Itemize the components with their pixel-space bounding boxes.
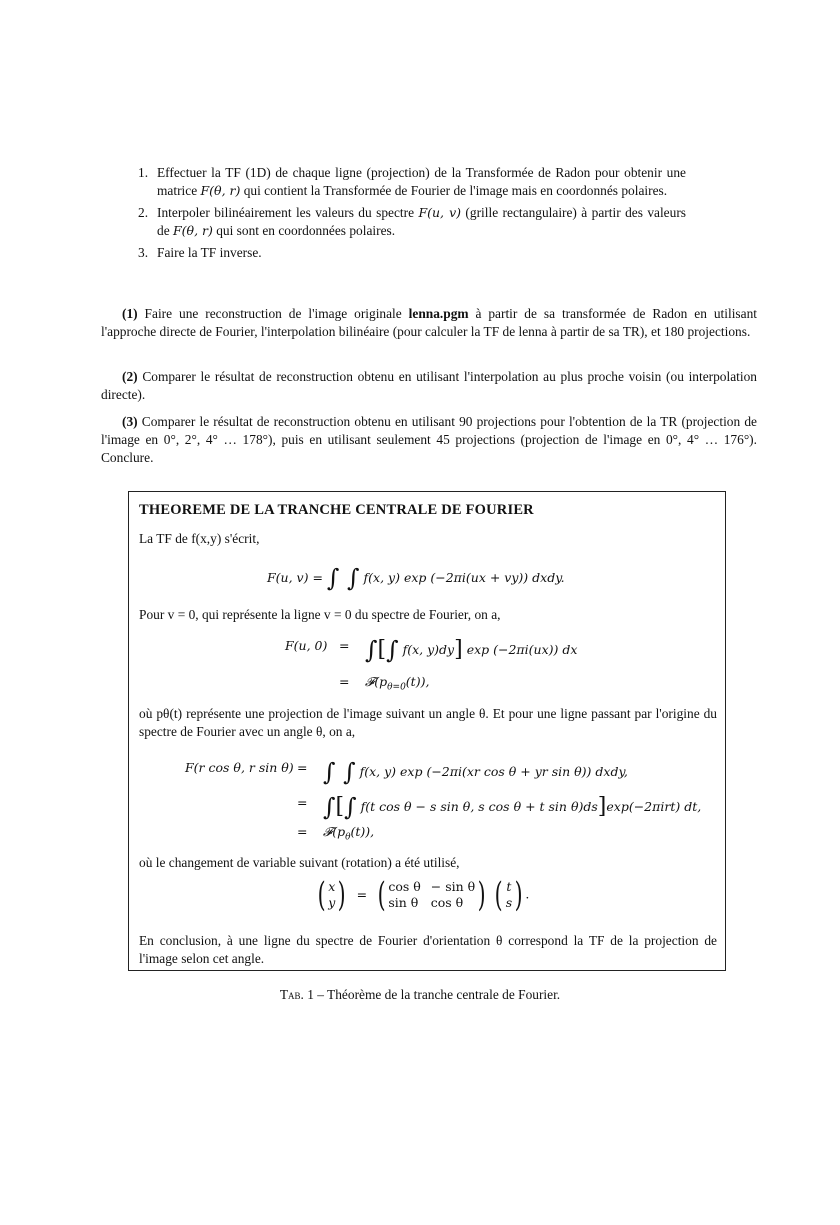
step-number: 1. [138, 165, 149, 180]
rotation-matrix-equation: ( x y) = ( cos θ − sin θ sin θ cos θ ) ( t s) . [317, 875, 530, 915]
vector-entry: s [505, 895, 513, 910]
theorem-title: THEOREME DE LA TRANCHE CENTRALE DE FOURIER [139, 502, 534, 518]
equation-term: 𝓕(p [323, 824, 346, 839]
exercise-label: (2) [122, 369, 138, 384]
equals-sign: = [339, 674, 350, 689]
step-item [138, 204, 686, 240]
theorem-text: où le changement de variable suivant (rotation) a été utilisé, [139, 855, 460, 870]
caption-label: Tab. 1 [279, 987, 314, 1002]
equation-term: f(x, y)dy [402, 642, 455, 657]
vector-entry: y [328, 895, 336, 910]
equals-sign: = [297, 824, 308, 839]
paragraph-text: Comparer le résultat de reconstruction obtenu en utilisant l'interpolation au plus proche voisin (ou interpolation directe). [101, 369, 757, 402]
step-text: qui sont en coordonnées polaires. [212, 223, 396, 238]
step-text: qui contient la Transformée de Fourier de l'image mais en coordonnés polaires. [240, 183, 668, 198]
equation-term: f(t cos θ − s sin θ, s cos θ + t sin θ)ds [360, 799, 598, 814]
paragraph-text: Faire une reconstruction de l'image originale [137, 306, 409, 321]
matrix-entry: cos θ [430, 895, 464, 910]
theorem-text: où pθ(t) représente une projection de l'image suivant un angle θ. Et pour une ligne passant par l'origine du spectre de Fourier avec un angle θ, on a, [139, 706, 717, 739]
equation-term: exp (−2πi(ux)) dx [466, 642, 578, 657]
step-number: 3. [138, 245, 149, 260]
theorem-box [128, 491, 726, 971]
equation-2-line-1: ∫[∫ f(x, y)dy] exp (−2πi(ux)) dx [365, 636, 578, 664]
equation-lhs: F(u, v) = [267, 570, 323, 585]
step-math: F(θ, r) [173, 223, 213, 238]
exercise-paragraph-2 [101, 368, 757, 404]
method-steps-list [138, 164, 686, 266]
equation-term: exp(−2πirt) dt, [606, 799, 702, 814]
theorem-text: La TF de f(x,y) s'écrit, [139, 531, 260, 546]
theorem-text: Pour v = 0, qui représente la ligne v = 0 du spectre de Fourier, on a, [139, 607, 501, 622]
equals-sign: = [297, 795, 308, 810]
matrix-entry: cos θ [388, 879, 421, 894]
filename: lenna.pgm [408, 306, 469, 321]
step-math: F(θ, r) [200, 183, 241, 198]
equals-sign: = [356, 886, 368, 902]
step-math: F(u, v) [418, 205, 462, 220]
vector-entry: x [328, 879, 336, 894]
equation-3-line-2: ∫[∫ f(t cos θ − s sin θ, s cos θ + t sin θ)ds]exp(−2πirt) dt, [323, 793, 702, 821]
equation-term: (t)), [350, 824, 375, 839]
step-text: Interpoler bilinéairement les valeurs du spectre [157, 205, 419, 220]
step-item [138, 164, 686, 200]
equation-3-line-3 [323, 824, 374, 843]
equation-lhs: F(r cos θ, r sin θ) [185, 760, 294, 775]
theorem-conclusion: En conclusion, à une ligne du spectre de Fourier d'orientation θ correspond la TF de la projection de l'image selon cet angle. [139, 933, 717, 966]
step-number: 2. [138, 205, 149, 220]
caption-text: – Théorème de la tranche centrale de Fourier. [313, 987, 561, 1002]
step-text: (grille rectangulaire) à partir des valeurs de [157, 205, 686, 238]
exercise-label: (3) [122, 414, 138, 429]
equation-subscript: θ [345, 832, 351, 843]
equation-lhs: F(u, 0) [285, 638, 328, 653]
vector-entry: t [506, 879, 512, 894]
equation-rhs: f(x, y) exp (−2πi(ux + vy)) dxdy. [363, 570, 565, 585]
equation-term: f(x, y) exp (−2πi(xr cos θ + yr sin θ)) dxdy, [359, 764, 628, 779]
exercise-label: (1) [122, 306, 138, 321]
step-text: Faire la TF inverse. [157, 245, 262, 260]
equation-term: 𝓕(p [365, 674, 388, 689]
step-text: Effectuer la TF (1D) de chaque ligne (projection) de la Transformée de Radon pour obtenir une matrice [157, 165, 686, 198]
equation-2-lhs [285, 638, 327, 653]
paragraph-text: Comparer le résultat de reconstruction obtenu en utilisant 90 projections pour l'obtention de la TR (projection de l'image en 0°, 2°, 4° … 178°), puis en utilisant seulement 45 projections (projection de l'image en 0°, 4° … 176°). Conclure. [101, 414, 757, 465]
paragraph-text: à partir de sa transformée de Radon en utilisant l'approche directe de Fourier, l'interpolation bilinéaire (pour calculer la TF de lenna à partir de sa TR), et 180 projections. [101, 306, 757, 339]
matrix-entry: − sin θ [430, 879, 476, 894]
exercise-paragraph-1 [101, 305, 757, 341]
equation-1: F(u, v) = ∫ ∫ f(x, y) exp (−2πi(ux + vy)) dxdy. [267, 564, 565, 592]
equation-subscript: θ=0 [387, 682, 406, 693]
equals-sign: = [339, 638, 350, 653]
table-caption [0, 987, 840, 1003]
equation-3-line-1: ∫ ∫ f(x, y) exp (−2πi(xr cos θ + yr sin θ)) dxdy, [323, 758, 628, 786]
equation-2-line-2 [365, 674, 429, 693]
equation-term: (t)), [405, 674, 430, 689]
matrix-entry: sin θ [388, 895, 419, 910]
equation-3-lhs [185, 760, 294, 775]
step-item [138, 244, 686, 262]
equals-sign: = [297, 760, 308, 775]
exercise-paragraph-3 [101, 413, 757, 467]
